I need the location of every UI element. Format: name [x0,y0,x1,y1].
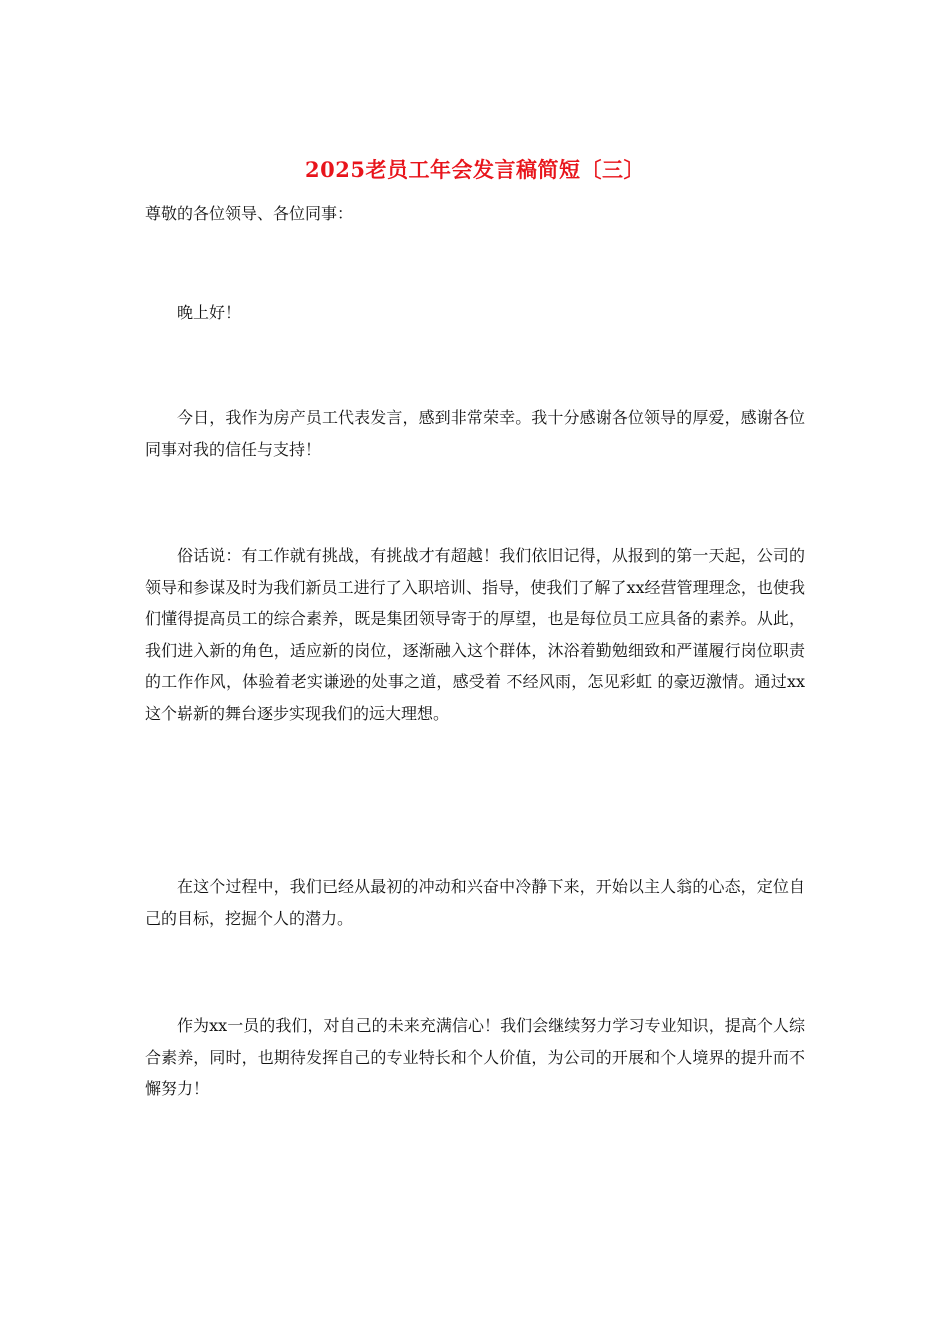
paragraph-challenge: 俗话说：有工作就有挑战，有挑战才有超越！我们依旧记得，从报到的第一天起，公司的领导和参谋及时为我们新员工进行了入职培训、指导，使我们了解了xx经营管理理念，也使我们懂得提高员工的综合素养，既是集团领导寄于的厚望，也是每位员工应具备的素养。从此，我们进入新的角色，适应新的岗位，逐渐融入这个群体，沐浴着勤勉细致和严谨履行岗位职责的工作作风，体验着老实谦逊的处事之道，感受着 不经风雨，怎见彩虹 的豪迈激情。通过xx这个崭新的舞台逐步实现我们的远大理想。 [145,546,805,723]
greeting: 晚上好！ [177,303,242,322]
paragraph-growth: 在这个过程中，我们已经从最初的冲动和兴奋中冷静下来，开始以主人翁的心态，定位自己的目标，挖掘个人的潜力。 [145,877,805,928]
salutation: 尊敬的各位领导、各位同事： [145,204,354,223]
paragraph-thanks: 今日，我作为房产员工代表发言，感到非常荣幸。我十分感谢各位领导的厚爱，感谢各位同事对我的信任与支持！ [145,408,805,459]
paragraph-future: 作为xx一员的我们，对自己的未来充满信心！我们会继续努力学习专业知识，提高个人综合素养，同时，也期待发挥自己的专业特长和个人价值，为公司的开展和个人境界的提升而不懈努力！ [145,1016,805,1098]
document-title: 2025老员工年会发言稿简短〔三〕 [305,157,645,182]
